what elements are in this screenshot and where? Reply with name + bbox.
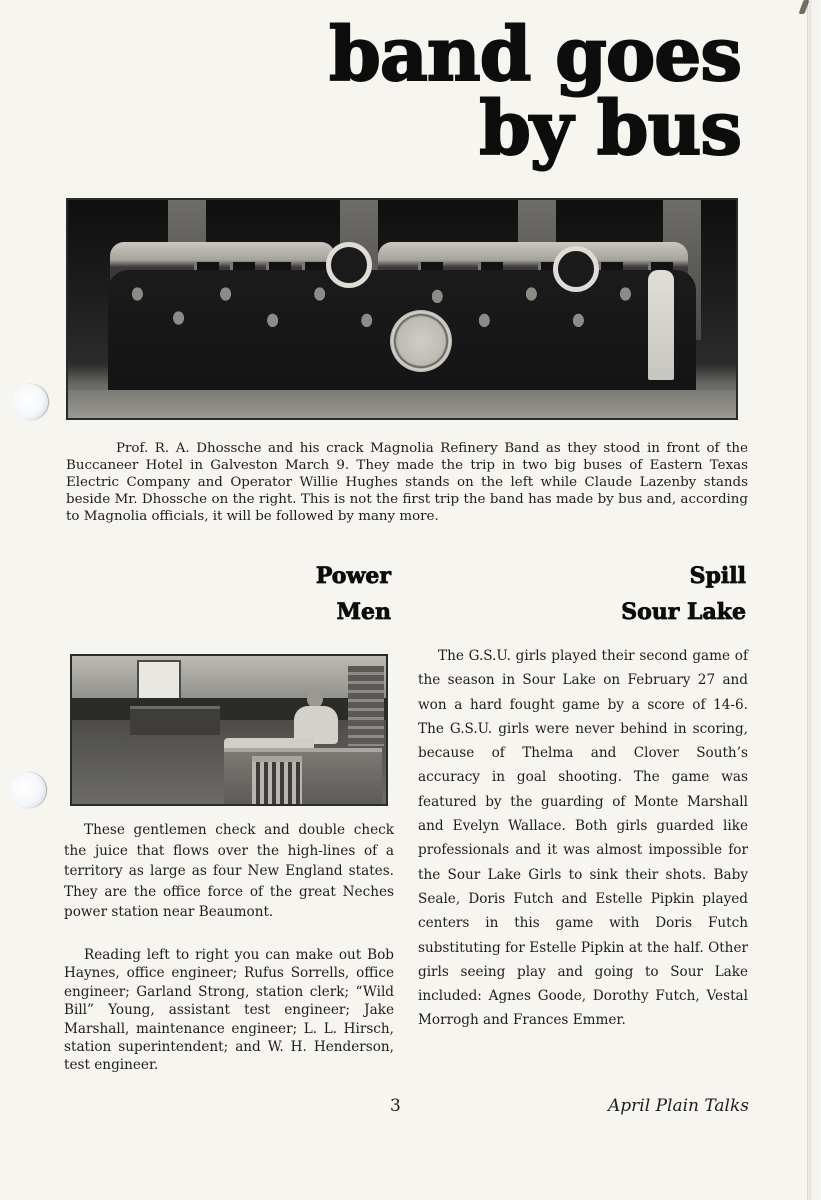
paragraph: The G.S.U. girls played their second game of the season in Sour Lake on February 27 and won a hard fought game by a score of 14-6. The G.S.U. girls were never behind in scoring, because of Thelma and Clover South’s accuracy in goal shooting. The game was featured by the guarding of Monte Marshall and Evelyn Wallace. Both girls guarded like professionals and it was almost impossible for the Sour Lake Girls to sink their shots. Baby Seale, Doris Futch and Estelle Pipkin played centers in this game with Doris Futch substituting for Estelle Pipkin at the half. Other girls seeing play and going to Sour Lake included: Agnes Goode, Dorothy Futch, Vestal Morrogh and Frances Emmer. (418, 648, 748, 1029)
spill-sour-lake-paragraph (418, 644, 748, 1033)
tuba (326, 242, 372, 288)
punch-hole (10, 772, 46, 808)
front-desk (224, 748, 382, 806)
page-edge (807, 0, 821, 1200)
paragraph: These gentlemen check and double check the juice that flows over the high-lines of a territory as large as four New England states. They are the office force of the great Neches power station near Beaumont. (64, 822, 394, 920)
punch-hole (12, 384, 48, 420)
power-men-paragraph-1 (64, 820, 394, 923)
shelf (348, 666, 384, 746)
headline (329, 12, 741, 172)
heading-line-2: Men (336, 599, 391, 625)
spill-sour-lake-heading (621, 558, 746, 630)
headline-line-1: band goes (329, 12, 741, 98)
pavement (68, 390, 736, 418)
headline-line-2: by bus (479, 86, 741, 172)
heading-line-1: Spill (689, 563, 746, 589)
power-men-paragraph-2 (64, 946, 394, 1075)
office-wainscot (72, 698, 386, 720)
chair (252, 756, 302, 806)
tuba (553, 246, 599, 292)
band-photo-caption: Prof. R. A. Dhossche and his crack Magnolia Refinery Band as they stood in front of the Buccaneer Hotel in Galveston March 9. They made the trip in two big buses of Eastern Texas Electric Company and Operator Willie Hughes stands on the left while Claude Lazenby stands beside Mr. Dhossche on the right. This is not the first trip the band has made by bus and, according to Magnolia officials, it will be followed by many more. (66, 441, 748, 524)
page-number: 3 (390, 1096, 401, 1116)
man-in-white (648, 270, 674, 380)
heading-line-2: Sour Lake (621, 599, 746, 625)
bass-drum (390, 310, 452, 372)
paragraph: Reading left to right you can make out Bob Haynes, office engineer; Rufus Sorrells, office engineer; Garland Strong, station clerk; “Wild Bill” Young, assistant test engineer; Jake Marshall, maintenance engineer; L. L. Hirsch, station superintendent; and W. H. Henderson, test engineer. (64, 947, 394, 1074)
office-wall (72, 656, 386, 704)
power-men-heading (316, 558, 391, 630)
band-photo (66, 198, 738, 420)
office-photo (70, 654, 388, 806)
back-desk (130, 706, 220, 735)
office-window (137, 660, 181, 700)
publication-title: April Plain Talks (608, 1096, 749, 1116)
heading-line-1: Power (315, 563, 391, 589)
